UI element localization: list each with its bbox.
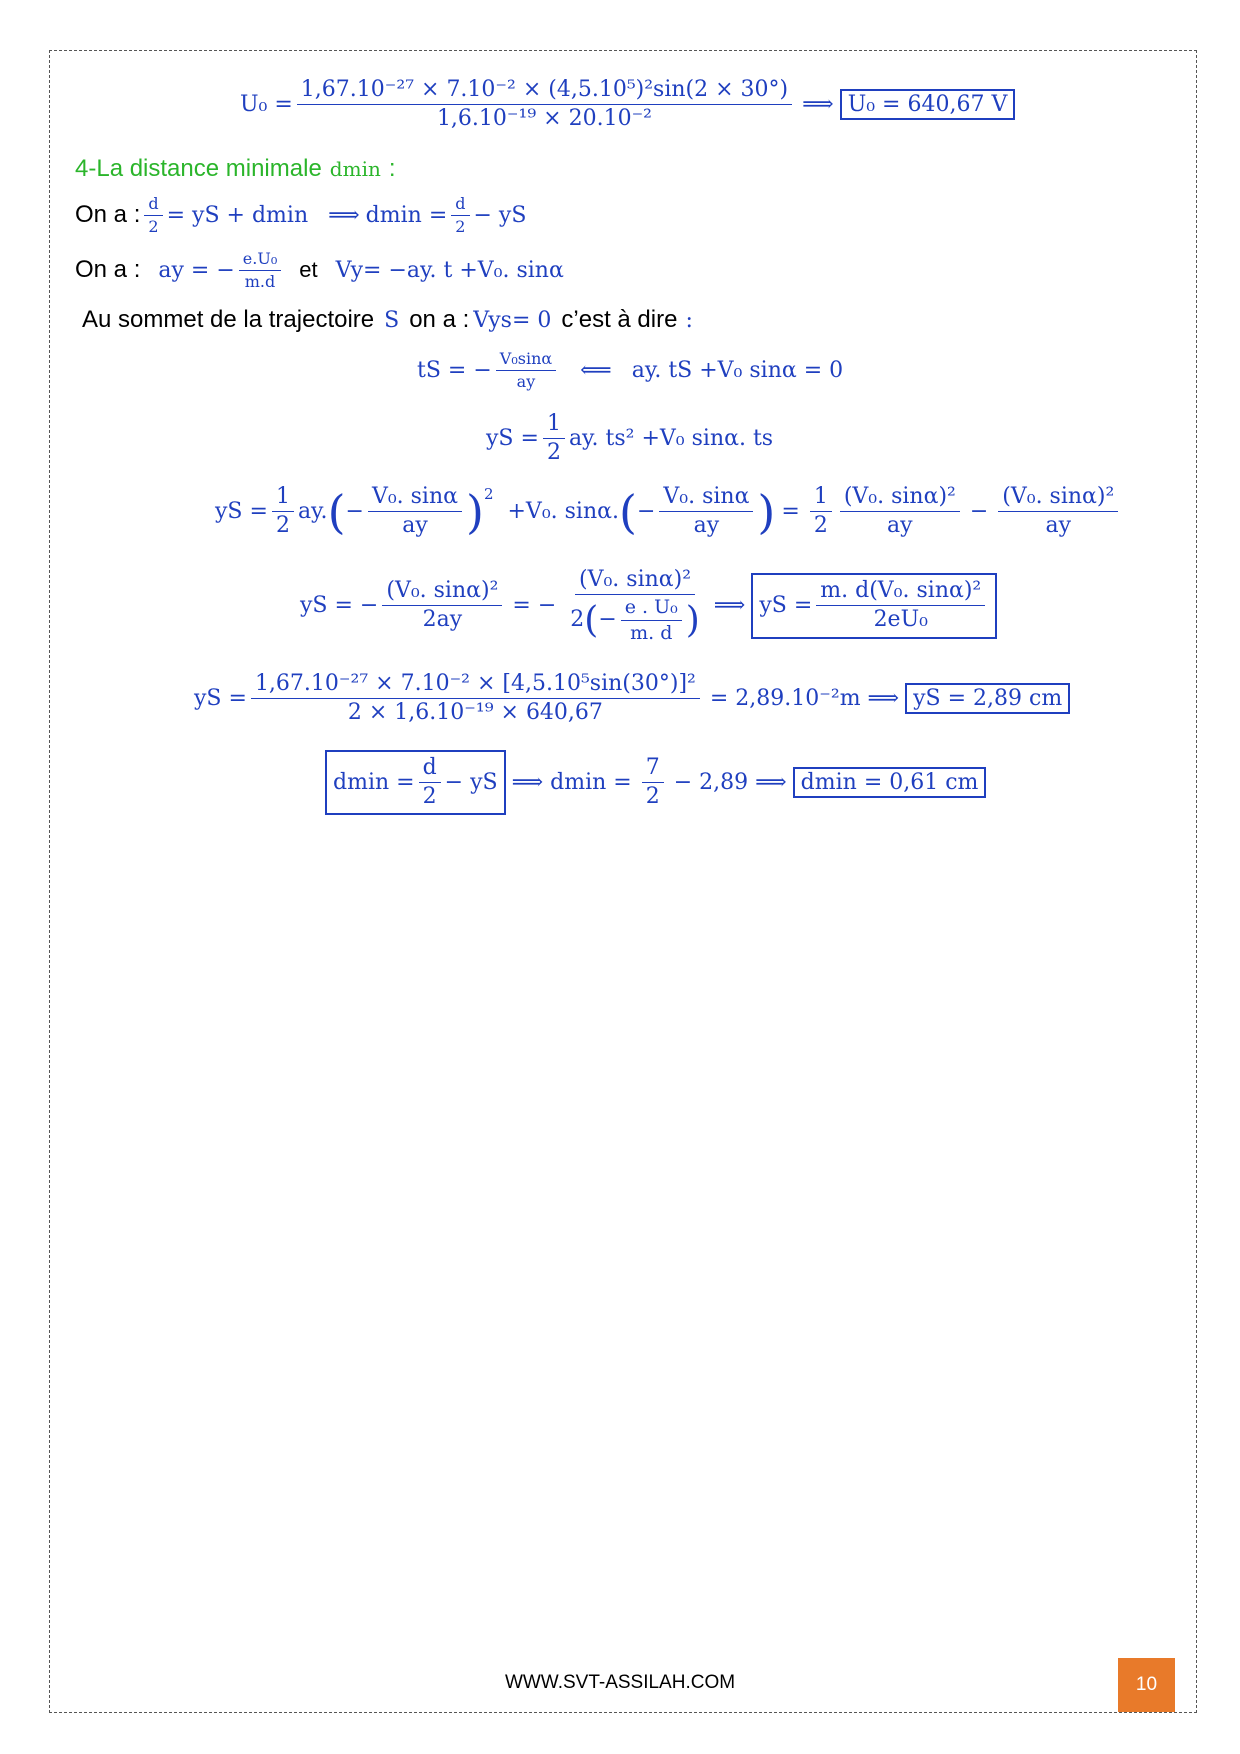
line1-frac2-num: d [451, 195, 469, 216]
line2-frac [239, 250, 281, 290]
u0-lhs: U₀ = [240, 92, 293, 118]
line2-expr2: Vy= −ay. t +V₀. sinα [335, 257, 564, 283]
ys1-half-num: 1 [543, 412, 565, 439]
ys3-inner-frac [621, 597, 682, 644]
ys3-f2-num: (V₀. sinα)² [575, 568, 695, 595]
ys4-mid: = 2,89.10⁻²m ⟹ [709, 686, 900, 712]
line1-arrow: ⟹ [328, 202, 360, 228]
equation-ys-1 [486, 412, 773, 465]
line-ay [75, 250, 564, 290]
ys2-r1 [840, 485, 960, 538]
section-symbol: dmin [329, 157, 381, 181]
ys2-half-num: 1 [272, 485, 294, 512]
u0-denominator: 1,6.10⁻¹⁹ × 20.10⁻² [436, 106, 652, 132]
ys3-f2-den-pre: 2 [570, 607, 585, 633]
ts-rhs: ay. tS +V₀ sinα = 0 [631, 357, 844, 383]
ys2-p1-den: ay [402, 513, 428, 539]
page-number-badge: 10 [1118, 1658, 1175, 1712]
paren-open: ( [327, 484, 346, 539]
section-title: 4-La distance minimale [75, 155, 322, 182]
ys2-r1-den: ay [887, 513, 913, 539]
line1-frac2 [451, 195, 469, 235]
ys2-r1-num: (V₀. sinα)² [840, 485, 960, 512]
ys3-arrow: ⟹ [713, 593, 746, 619]
ys2-p2 [659, 485, 753, 538]
ys2-r1-half-den: 2 [813, 513, 828, 539]
ys3-result-box [751, 573, 997, 638]
ys1-rhs: ay. ts² +V₀ sinα. ts [568, 426, 774, 452]
line2-prefix: On a : [75, 256, 141, 284]
ys3-lhs: yS = − [300, 593, 379, 619]
footer-site: WWW.SVT-ASSILAH.COM [504, 1672, 736, 1693]
line1-frac-num: d [144, 195, 162, 216]
equation-u0 [240, 78, 1015, 131]
line1-expr3: − yS [473, 202, 527, 228]
line2-frac-den: m.d [244, 271, 276, 291]
line2-frac-num: e.U₀ [239, 250, 281, 271]
dmin-box-num: d [419, 756, 441, 783]
ys3-box-den: 2eU₀ [873, 607, 928, 633]
line3-colon: : [685, 307, 693, 333]
line3-symbol: S [384, 307, 400, 333]
dmin-arrow1: ⟹ dmin = [511, 770, 632, 796]
dmin-box-lhs: dmin = [333, 770, 415, 796]
ys4-lhs: yS = [194, 686, 247, 712]
equation-ys-4 [194, 672, 1070, 725]
u0-fraction [297, 78, 792, 131]
dmin-box-rhs: − yS [444, 770, 498, 796]
ts-arrow: ⟸ [580, 357, 612, 383]
ys1-half [543, 412, 565, 465]
ys2-mid: +V₀. sinα. [507, 499, 619, 525]
ts-frac-den: ay [516, 371, 536, 391]
equation-ts [417, 350, 843, 390]
dmin-frac-num: 7 [642, 756, 664, 783]
line2-et: et [299, 257, 318, 283]
ys2-square: 2 [483, 485, 494, 503]
equation-ys-2: yS = $\frac{1}{2}$ ay. ( − $\frac{\text{V₀. sinα}}{ay}$ ) 2 +V₀. sinα. ( − $\frac{\text{V₀. sinα}}{ay}$ ) = $\frac{1}{2}$ $\frac{\text{(V₀. sinα)²}}{ay}$ − $\frac{\text{(V₀. sinα)²}}{ay}$ [215, 485, 1122, 538]
dmin-formula-box [325, 750, 506, 815]
dmin-frac-den: 2 [645, 784, 660, 810]
ys2-p1 [368, 485, 462, 538]
ys2-r2-den: ay [1045, 513, 1072, 539]
ys3-box-frac [816, 579, 985, 632]
line1-frac-den: 2 [148, 216, 159, 236]
dmin-rhs: − 2,89 ⟹ [673, 770, 787, 796]
line1-frac2-den: 2 [455, 216, 466, 236]
line1-frac [144, 195, 162, 235]
line1-prefix: On a : [75, 201, 141, 229]
u0-result: U₀ = 640,67 V [847, 92, 1008, 118]
line3-cond: Vys= 0 [473, 307, 552, 333]
ys4-den: 2 × 1,6.10⁻¹⁹ × 640,67 [347, 700, 603, 726]
equation-ys-3 [300, 568, 997, 644]
ys2-p2-num: V₀. sinα [659, 485, 753, 512]
ys3-f1-num: (V₀. sinα)² [382, 579, 502, 606]
ts-frac-num: V₀sinα [496, 350, 556, 371]
ys3-f1-den: 2ay [422, 607, 463, 633]
ys1-lhs: yS = [486, 426, 539, 452]
paren-close-2: ) [757, 484, 776, 539]
u0-result-box [840, 89, 1016, 120]
ys3-box-lhs: yS = [759, 593, 813, 619]
line3-text3: c’est à dire [561, 306, 678, 333]
ys4-result-box [905, 683, 1070, 714]
line1-expr2: dmin = [365, 202, 448, 228]
ys2-lhs: yS = [215, 499, 268, 525]
dmin-frac [642, 756, 664, 809]
ys2-r2 [998, 485, 1118, 538]
dmin-result-box [793, 767, 987, 798]
ys2-eq: = [781, 499, 800, 525]
ys2-minus: − [969, 499, 989, 525]
ys2-r1-half [810, 485, 832, 538]
ys4-result: yS = 2,89 cm [913, 686, 1063, 712]
ys2-p1-num: V₀. sinα [368, 485, 462, 512]
equation-dmin [325, 750, 986, 815]
ys4-num: 1,67.10⁻²⁷ × 7.10⁻² × [4,5.10⁵sin(30°)]² [251, 672, 700, 699]
dmin-box-frac [419, 756, 441, 809]
ys2-half-den: 2 [275, 513, 290, 539]
ys2-half [272, 485, 294, 538]
line-sommet [82, 306, 693, 334]
ys3-inner-den: m. d [630, 622, 673, 645]
paren-open-2: ( [618, 484, 637, 539]
page-frame [49, 50, 1197, 1713]
ys1-half-den: 2 [546, 440, 561, 466]
line3-text1: Au sommet de la trajectoire [82, 306, 375, 333]
line2-expr1: ay = − [158, 257, 235, 283]
ys2-ay: ay. [297, 499, 328, 525]
u0-numerator: 1,67.10⁻²⁷ × 7.10⁻² × (4,5.10⁵)²sin(2 × 30°) [297, 78, 792, 105]
ys3-f2-den: 2 ( − $\frac{\text{e . U₀}}{m. d}$ ) [570, 596, 700, 645]
implies-arrow: ⟹ [802, 92, 834, 118]
ts-frac [496, 350, 556, 390]
ys3-f2 [566, 568, 704, 644]
ys3-inner-num: e . U₀ [621, 597, 682, 621]
line1-expr1: = yS + dmin [166, 202, 309, 228]
dmin-box-den: 2 [422, 784, 437, 810]
ys3-eq: = − [512, 593, 557, 619]
dmin-result: dmin = 0,61 cm [800, 770, 979, 796]
paren-close: ) [466, 484, 484, 539]
ts-lhs: tS = − [417, 357, 492, 383]
ys4-frac [251, 672, 700, 725]
ys2-p2-den: ay [693, 513, 720, 539]
ys3-f1 [382, 579, 502, 632]
ys2-r2-num: (V₀. sinα)² [998, 485, 1118, 512]
line3-text2: on a : [409, 306, 470, 333]
line-d-half [75, 195, 526, 235]
ys2-r1-half-num: 1 [810, 485, 832, 512]
section-4-heading [75, 155, 396, 183]
section-colon: : [388, 155, 396, 182]
ys3-box-num: m. d(V₀. sinα)² [816, 579, 985, 606]
